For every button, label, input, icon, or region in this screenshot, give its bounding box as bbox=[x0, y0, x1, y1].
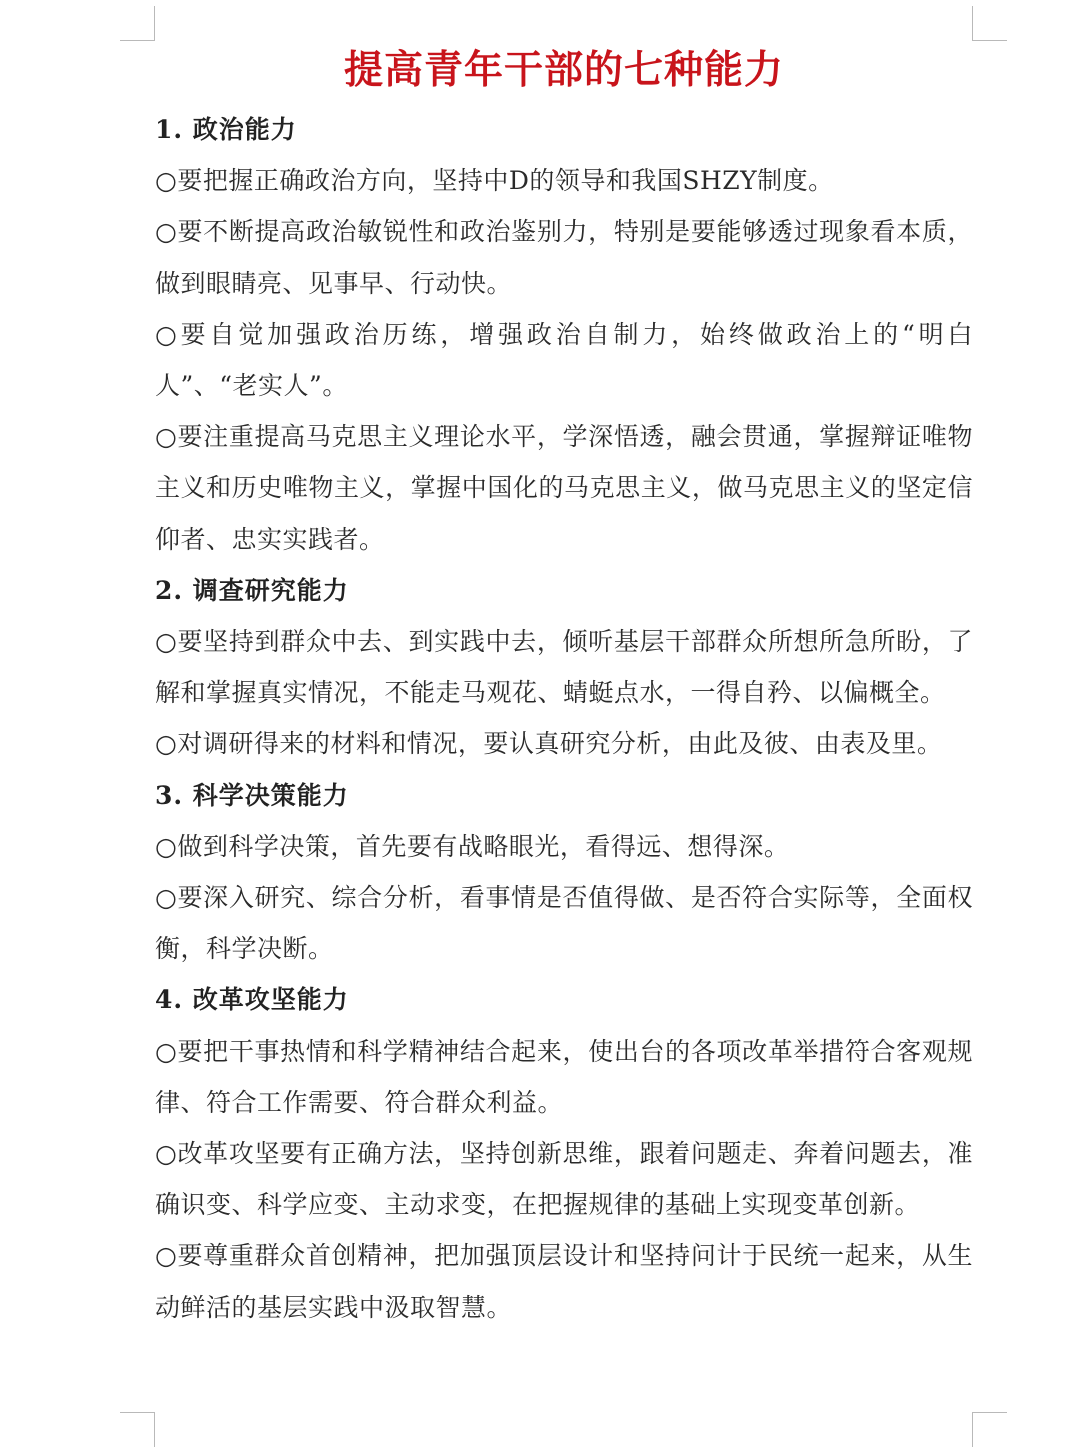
paragraph: ○要把握正确政治方向，坚持中D的领导和我国SHZY制度。 bbox=[155, 166, 834, 196]
section-heading: 3. 科学决策能力 bbox=[155, 780, 349, 810]
paragraph: ○要尊重群众首创精神，把加强顶层设计和坚持问计于民统一起来，从生动鲜活的基层实践中汲取智慧。 bbox=[155, 1241, 973, 1322]
section-decision bbox=[155, 770, 973, 975]
paragraph: ○要坚持到群众中去、到实践中去，倾听基层干部群众所想所急所盼，了解和掌握真实情况，不能走马观花、蜻蜓点水，一得自矜、以偏概全。 bbox=[155, 627, 973, 708]
paragraph: ○对调研得来的材料和情况，要认真研究分析，由此及彼、由表及里。 bbox=[155, 729, 943, 759]
section-research bbox=[155, 565, 973, 770]
paragraph: ○要注重提高马克思主义理论水平，学深悟透，融会贯通，掌握辩证唯物主义和历史唯物主义，掌握中国化的马克思主义，做马克思主义的坚定信仰者、忠实实践者。 bbox=[155, 422, 973, 554]
document-page bbox=[155, 40, 973, 1333]
document-title: 提高青年干部的七种能力 bbox=[343, 47, 784, 93]
crop-mark-bottom-right bbox=[972, 1412, 1007, 1447]
paragraph: ○要把干事热情和科学精神结合起来，使出台的各项改革举措符合客观规律、符合工作需要、符合群众利益。 bbox=[155, 1036, 973, 1117]
section-heading: 2. 调查研究能力 bbox=[155, 575, 349, 605]
crop-mark-top-right bbox=[972, 6, 1007, 41]
crop-mark-top-left bbox=[120, 6, 155, 41]
paragraph: ○改革攻坚要有正确方法，坚持创新思维，跟着问题走、奔着问题去，准确识变、科学应变、主动求变，在把握规律的基础上实现变革创新。 bbox=[155, 1139, 973, 1220]
section-reform bbox=[155, 974, 973, 1332]
section-heading: 4. 改革攻坚能力 bbox=[155, 985, 349, 1015]
crop-mark-bottom-left bbox=[120, 1412, 155, 1447]
section-political bbox=[155, 104, 973, 565]
paragraph: ○做到科学决策，首先要有战略眼光，看得远、想得深。 bbox=[155, 831, 790, 861]
paragraph: ○要不断提高政治敏锐性和政治鉴别力，特别是要能够透过现象看本质，做到眼睛亮、见事早、行动快。 bbox=[155, 217, 973, 298]
paragraph: ○要深入研究、综合分析，看事情是否值得做、是否符合实际等，全面权衡，科学决断。 bbox=[155, 883, 973, 964]
paragraph: ○要自觉加强政治历练，增强政治自制力，始终做政治上的“明白人”、“老实人”。 bbox=[155, 319, 973, 400]
section-heading: 1. 政治能力 bbox=[155, 115, 297, 144]
